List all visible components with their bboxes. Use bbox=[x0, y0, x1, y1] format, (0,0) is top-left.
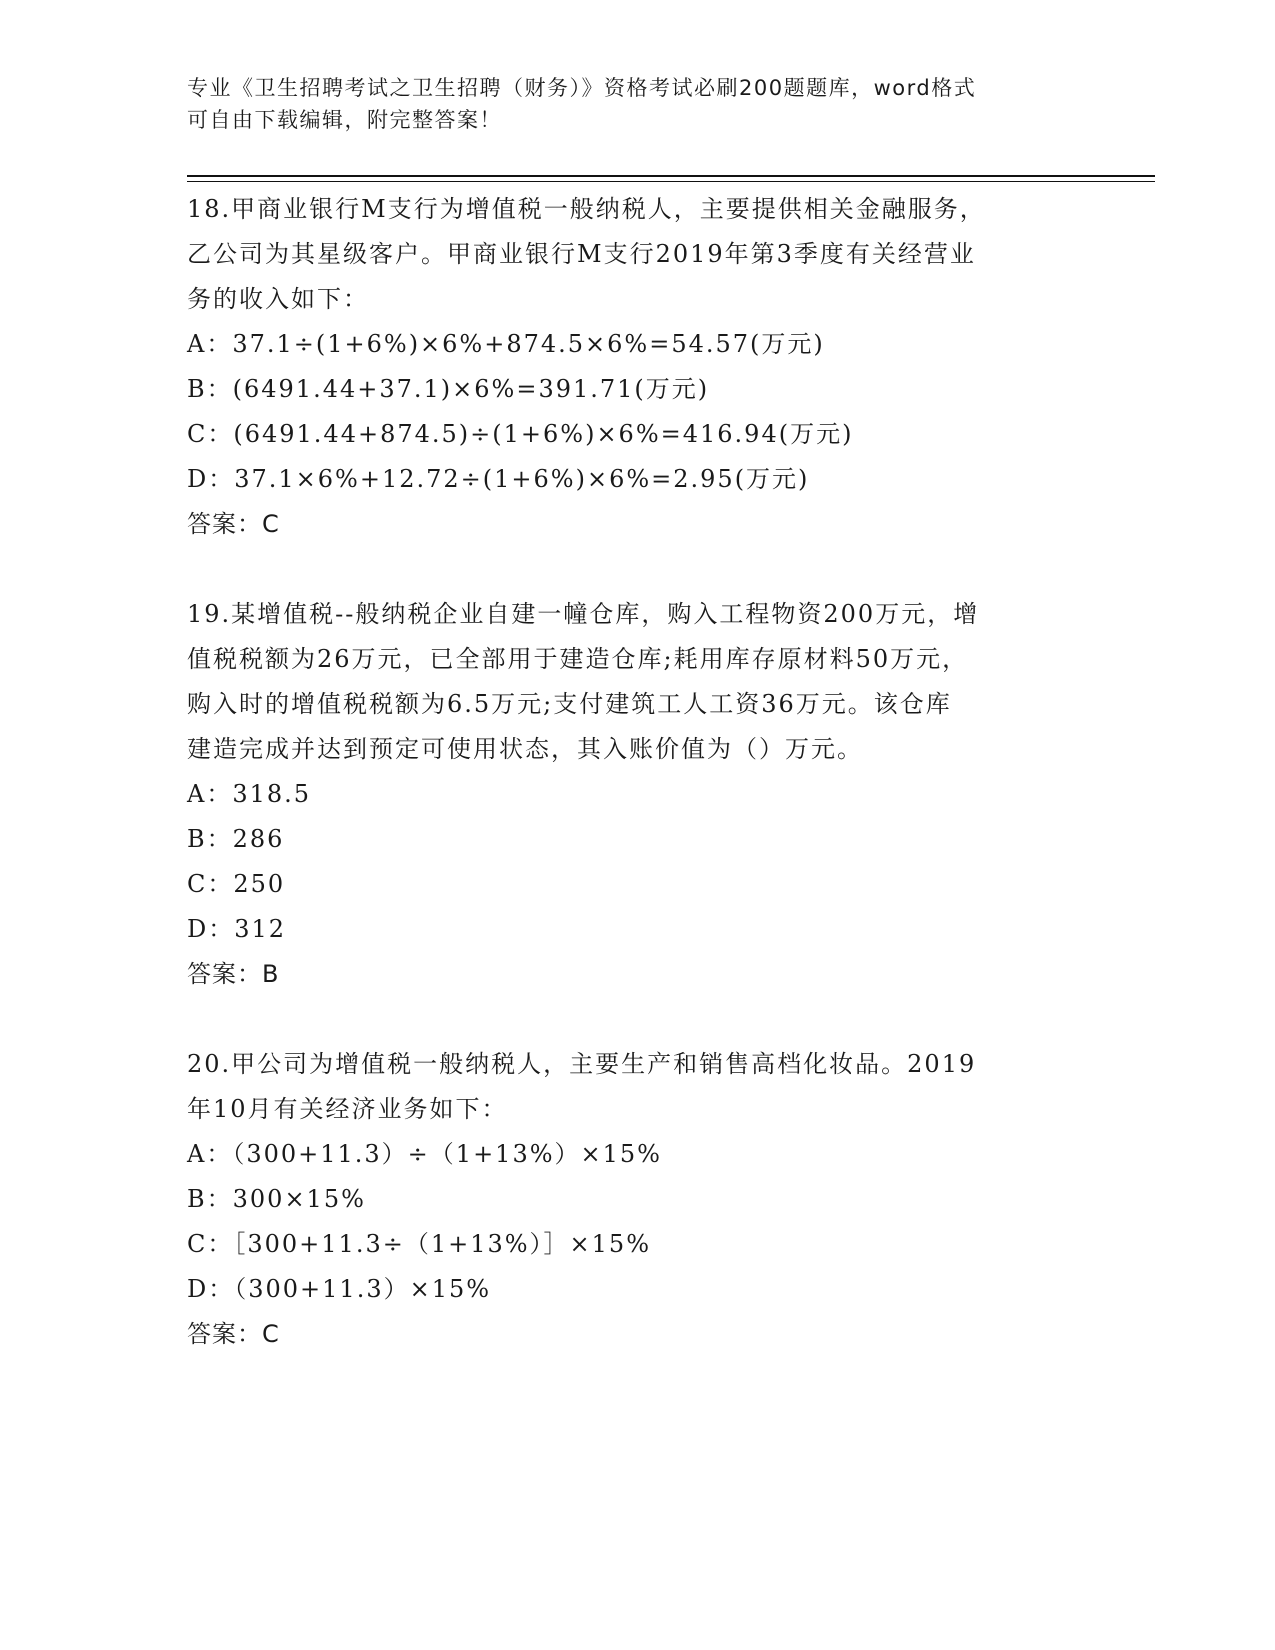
question-stem-line: 乙公司为其星级客户。甲商业银行M支行2019年第3季度有关经营业 bbox=[187, 240, 976, 268]
question-20 bbox=[187, 1042, 1087, 1357]
option-a: A：（300+11.3）÷（1+13%）×15% bbox=[187, 1140, 662, 1168]
question-stem-line: 购入时的增值税税额为6.5万元;支付建筑工人工资36万元。该仓库 bbox=[187, 690, 952, 718]
question-stem-line: 20.甲公司为增值税一般纳税人，主要生产和销售高档化妆品。2019 bbox=[187, 1050, 977, 1078]
question-19 bbox=[187, 592, 1087, 997]
header-divider-thick bbox=[187, 175, 1155, 177]
option-b: B：286 bbox=[187, 825, 285, 853]
question-stem-line: 18.甲商业银行M支行为增值税一般纳税人，主要提供相关金融服务， bbox=[187, 195, 986, 223]
option-b: B：300×15% bbox=[187, 1185, 366, 1213]
question-18 bbox=[187, 187, 1087, 547]
option-d: D：（300+11.3）×15% bbox=[187, 1275, 492, 1303]
question-stem-line: 建造完成并达到预定可使用状态，其入账价值为（）万元。 bbox=[187, 735, 863, 763]
option-d: D：312 bbox=[187, 915, 287, 943]
question-list bbox=[187, 187, 1087, 1402]
question-stem-line: 19.某增值税--般纳税企业自建一幢仓库，购入工程物资200万元，增 bbox=[187, 600, 980, 628]
answer-label: 答案：B bbox=[187, 960, 280, 988]
header-line-1: 专业《卫生招聘考试之卫生招聘（财务）》资格考试必刷200题题库，word格式 bbox=[187, 76, 977, 100]
option-a: A：318.5 bbox=[187, 780, 312, 808]
option-c: C：［300+11.3÷（1+13%）］×15% bbox=[187, 1230, 652, 1258]
question-stem-line: 年10月有关经济业务如下： bbox=[187, 1095, 508, 1123]
header-divider-thin bbox=[187, 181, 1155, 182]
option-b: B：(6491.44+37.1)×6%=391.71(万元) bbox=[187, 375, 710, 403]
answer-label: 答案：C bbox=[187, 1320, 280, 1348]
option-c: C：250 bbox=[187, 870, 286, 898]
question-stem-line: 务的收入如下： bbox=[187, 285, 369, 313]
header-line-2: 可自由下载编辑，附完整答案！ bbox=[187, 108, 502, 132]
option-a: A：37.1÷(1+6%)×6%+874.5×6%=54.57(万元) bbox=[187, 330, 825, 358]
document-header bbox=[187, 72, 1067, 136]
answer-label: 答案：C bbox=[187, 510, 280, 538]
option-d: D：37.1×6%+12.72÷(1+6%)×6%=2.95(万元) bbox=[187, 465, 810, 493]
option-c: C：(6491.44+874.5)÷(1+6%)×6%=416.94(万元) bbox=[187, 420, 854, 448]
question-stem-line: 值税税额为26万元，已全部用于建造仓库;耗用库存原材料50万元， bbox=[187, 645, 969, 673]
